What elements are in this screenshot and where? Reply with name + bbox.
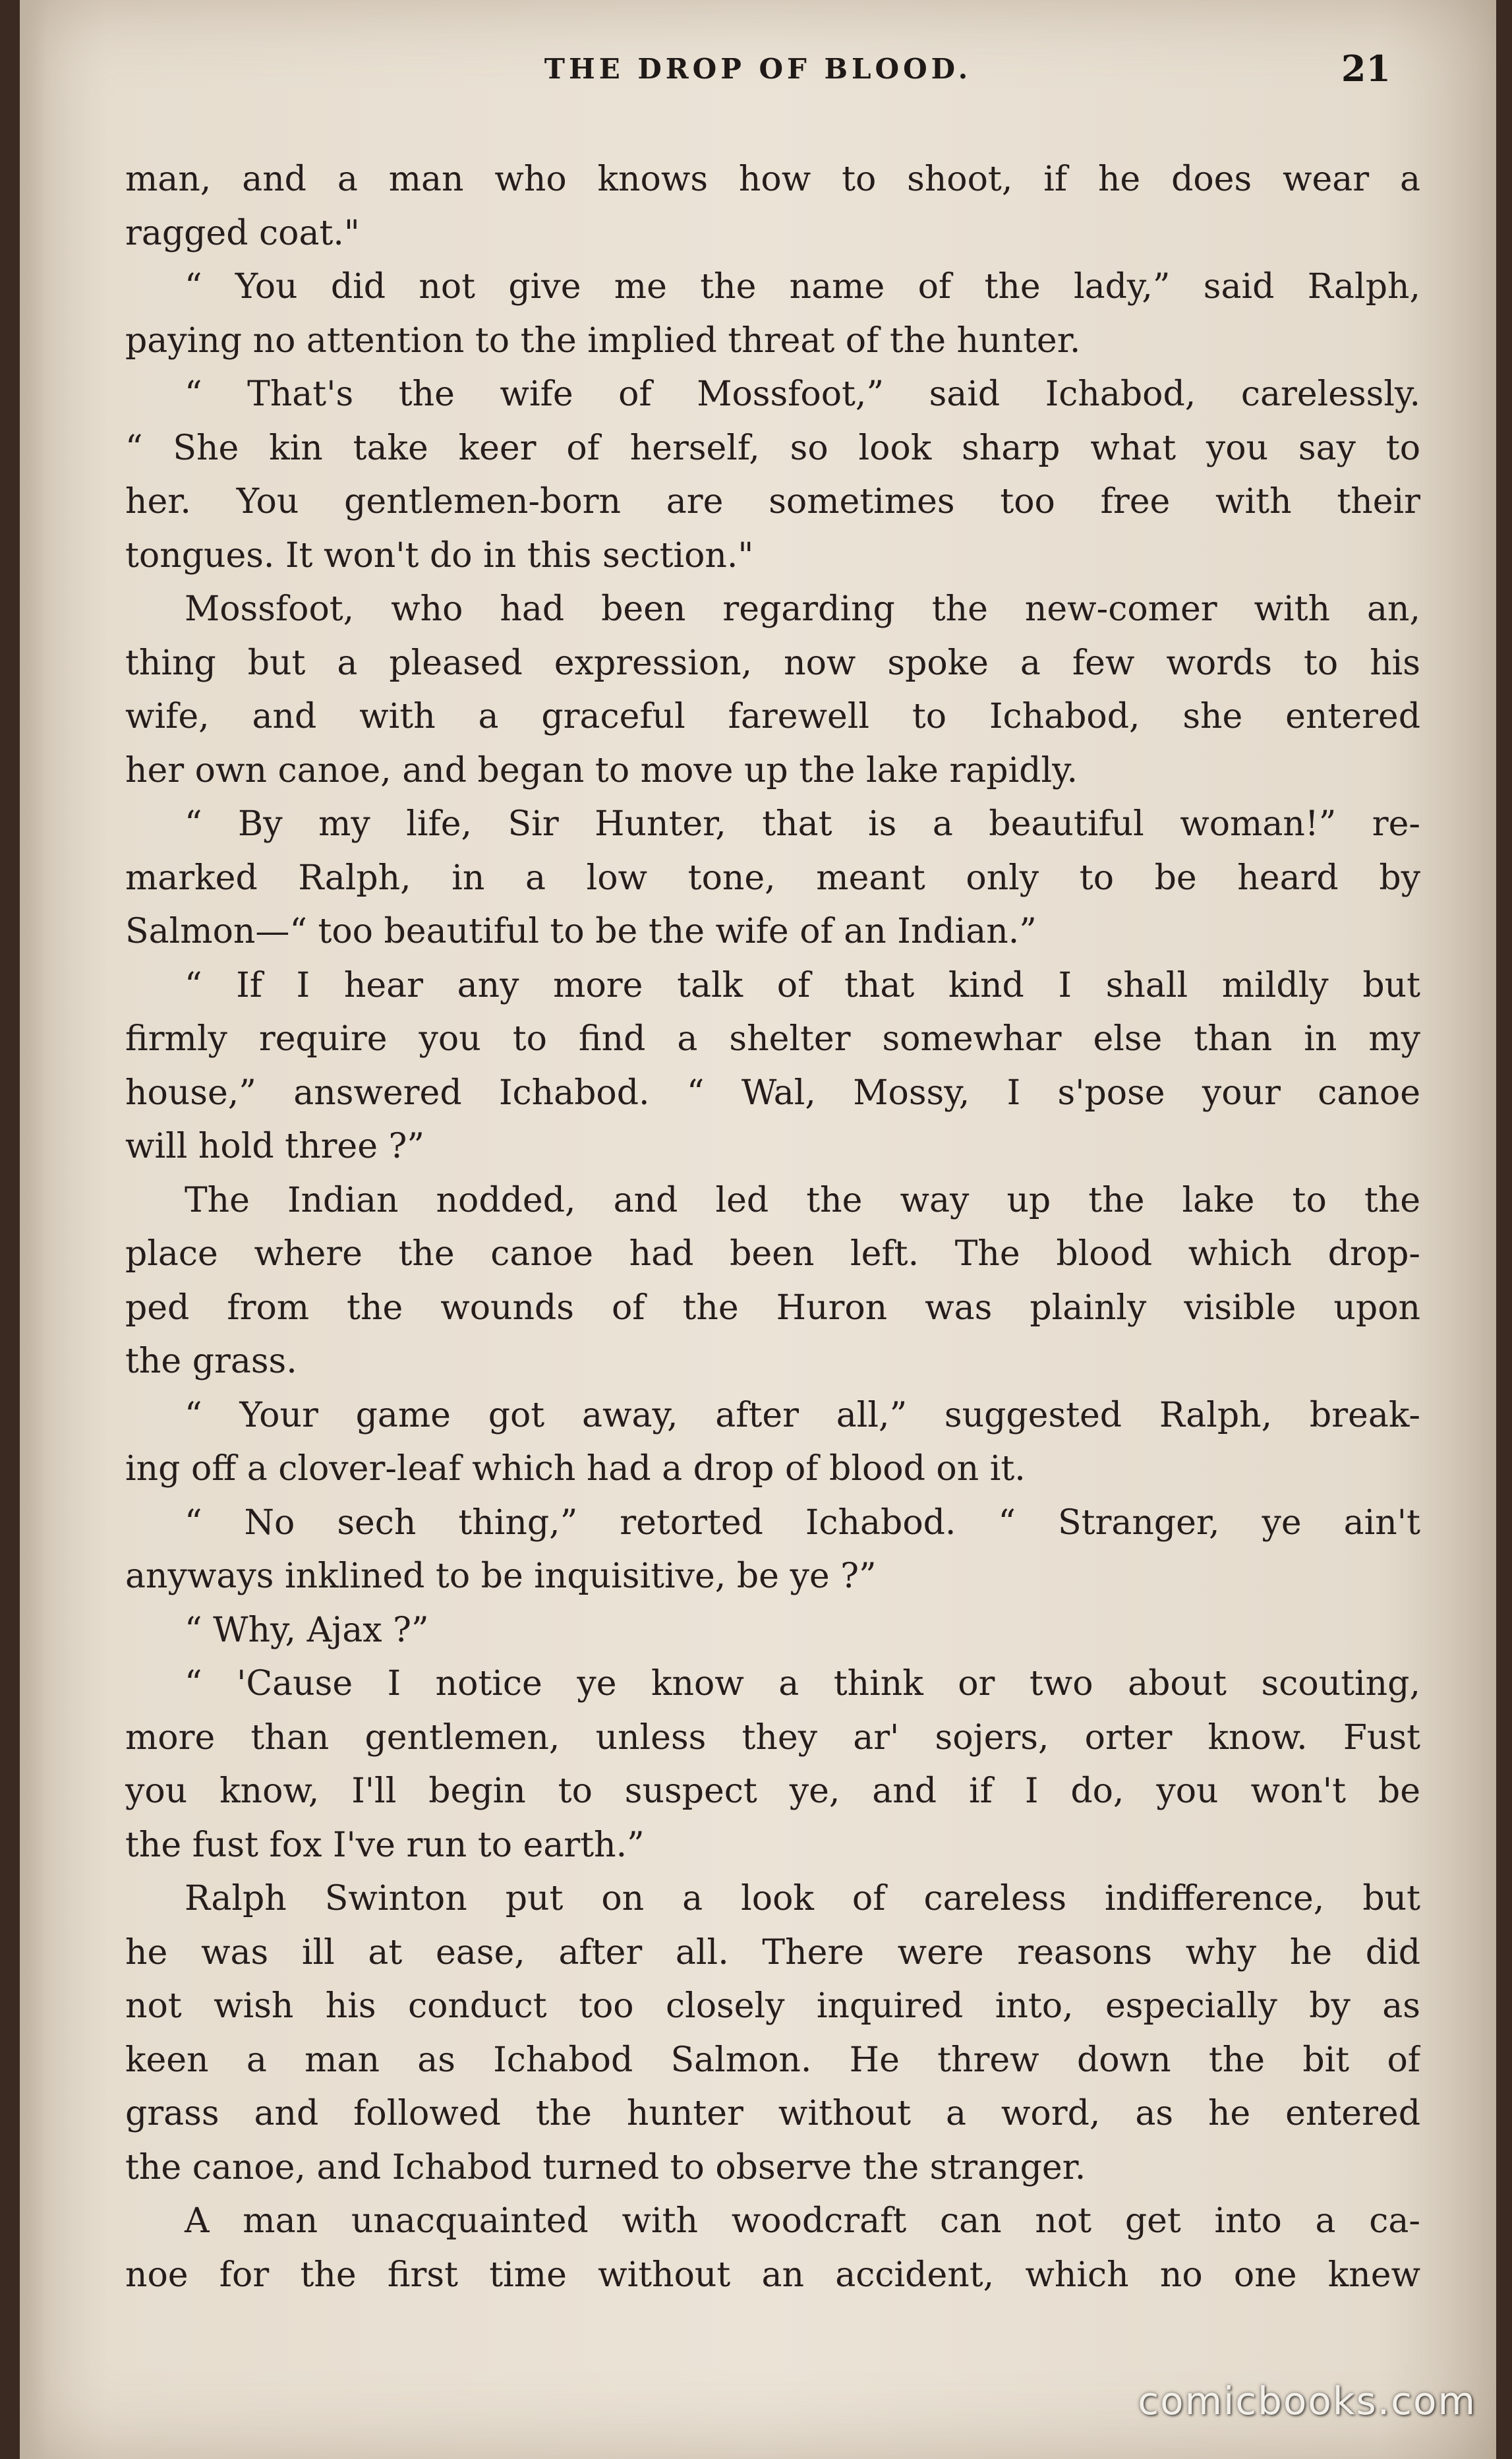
text-line: paying no attention to the implied threat of the hunter.: [125, 320, 1081, 361]
running-head: THE DROP OF BLOOD.: [544, 53, 972, 85]
text-line: more than gentlemen, unless they ar' sojers, orter know. Fust: [125, 1717, 1420, 1758]
text-line: thing but a pleased expression, now spoke a few words to his: [125, 643, 1420, 683]
text-line: ing off a clover-leaf which had a drop of blood on it.: [125, 1449, 1026, 1489]
text-line: the fust fox I've run to earth.”: [125, 1825, 645, 1865]
text-line: her own canoe, and began to move up the lake rapidly.: [125, 750, 1078, 790]
text-line: Ralph Swinton put on a look of careless indifference, but: [185, 1879, 1420, 1918]
text-line: place where the canoe had been left. The blood which drop-: [125, 1234, 1420, 1274]
text-line: “ No sech thing,” retorted Ichabod. “ Stranger, ye ain't: [185, 1502, 1420, 1543]
text-line: man, and a man who knows how to shoot, if he does wear a: [125, 160, 1420, 199]
text-line: The Indian nodded, and led the way up the lake to the: [185, 1180, 1420, 1220]
text-line: firmly require you to find a shelter somewhar else than in my: [125, 1019, 1420, 1059]
text-line: keen a man as Ichabod Salmon. He threw down the bit of: [125, 2040, 1420, 2080]
text-line: marked Ralph, in a low tone, meant only to be heard by: [125, 858, 1420, 898]
book-page: [20, 0, 1496, 2459]
text-line: “ Your game got away, after all,” suggested Ralph, break-: [185, 1395, 1420, 1435]
page-number: 21: [1341, 47, 1391, 90]
text-line: you know, I'll begin to suspect ye, and if I do, you won't be: [125, 1771, 1420, 1811]
text-line: “ That's the wife of Mossfoot,” said Ichabod, carelessly.: [185, 374, 1420, 414]
text-line: “ Why, Ajax ?”: [185, 1610, 429, 1650]
text-line: the canoe, and Ichabod turned to observe the stranger.: [125, 2147, 1086, 2187]
text-line: will hold three ?”: [125, 1127, 424, 1166]
text-line: ragged coat.": [125, 213, 360, 253]
text-line: her. You gentlemen-born are sometimes too free with their: [125, 482, 1420, 521]
text-line: tongues. It won't do in this section.": [125, 535, 754, 576]
text-line: ped from the wounds of the Huron was plainly visible upon: [125, 1288, 1420, 1328]
text-line: wife, and with a graceful farewell to Ichabod, she entered: [125, 697, 1420, 736]
text-line: anyways inklined to be inquisitive, be ye ?”: [125, 1556, 877, 1596]
text-line: “ 'Cause I notice ye know a think or two about scouting,: [185, 1664, 1420, 1704]
text-line: “ She kin take keer of herself, so look sharp what you say to: [125, 428, 1420, 468]
text-line: not wish his conduct too closely inquired into, especially by as: [125, 1986, 1420, 2026]
page-gutter-shadow: [20, 0, 46, 2459]
text-line: “ You did not give me the name of the lady,” said Ralph,: [185, 267, 1420, 307]
text-line: “ By my life, Sir Hunter, that is a beautiful woman!” re-: [185, 804, 1420, 844]
text-line: grass and followed the hunter without a word, as he entered: [125, 2094, 1420, 2133]
text-line: the grass.: [125, 1342, 297, 1381]
text-line: noe for the first time without an accident, which no one knew: [125, 2255, 1420, 2295]
text-line: A man unacquainted with woodcraft can not get into a ca-: [185, 2201, 1420, 2241]
text-line: house,” answered Ichabod. “ Wal, Mossy, I s'pose your canoe: [125, 1073, 1420, 1113]
text-line: he was ill at ease, after all. There were reasons why he did: [125, 1932, 1420, 1972]
body-text: [125, 153, 1420, 2302]
page-header: [20, 47, 1496, 105]
text-line: “ If I hear any more talk of that kind I shall mildly but: [185, 965, 1420, 1005]
watermark: comicbooks.com: [1138, 2379, 1476, 2423]
text-line: Mossfoot, who had been regarding the new-comer with an,: [185, 589, 1420, 629]
text-line: Salmon—“ too beautiful to be the wife of an Indian.”: [125, 912, 1037, 951]
